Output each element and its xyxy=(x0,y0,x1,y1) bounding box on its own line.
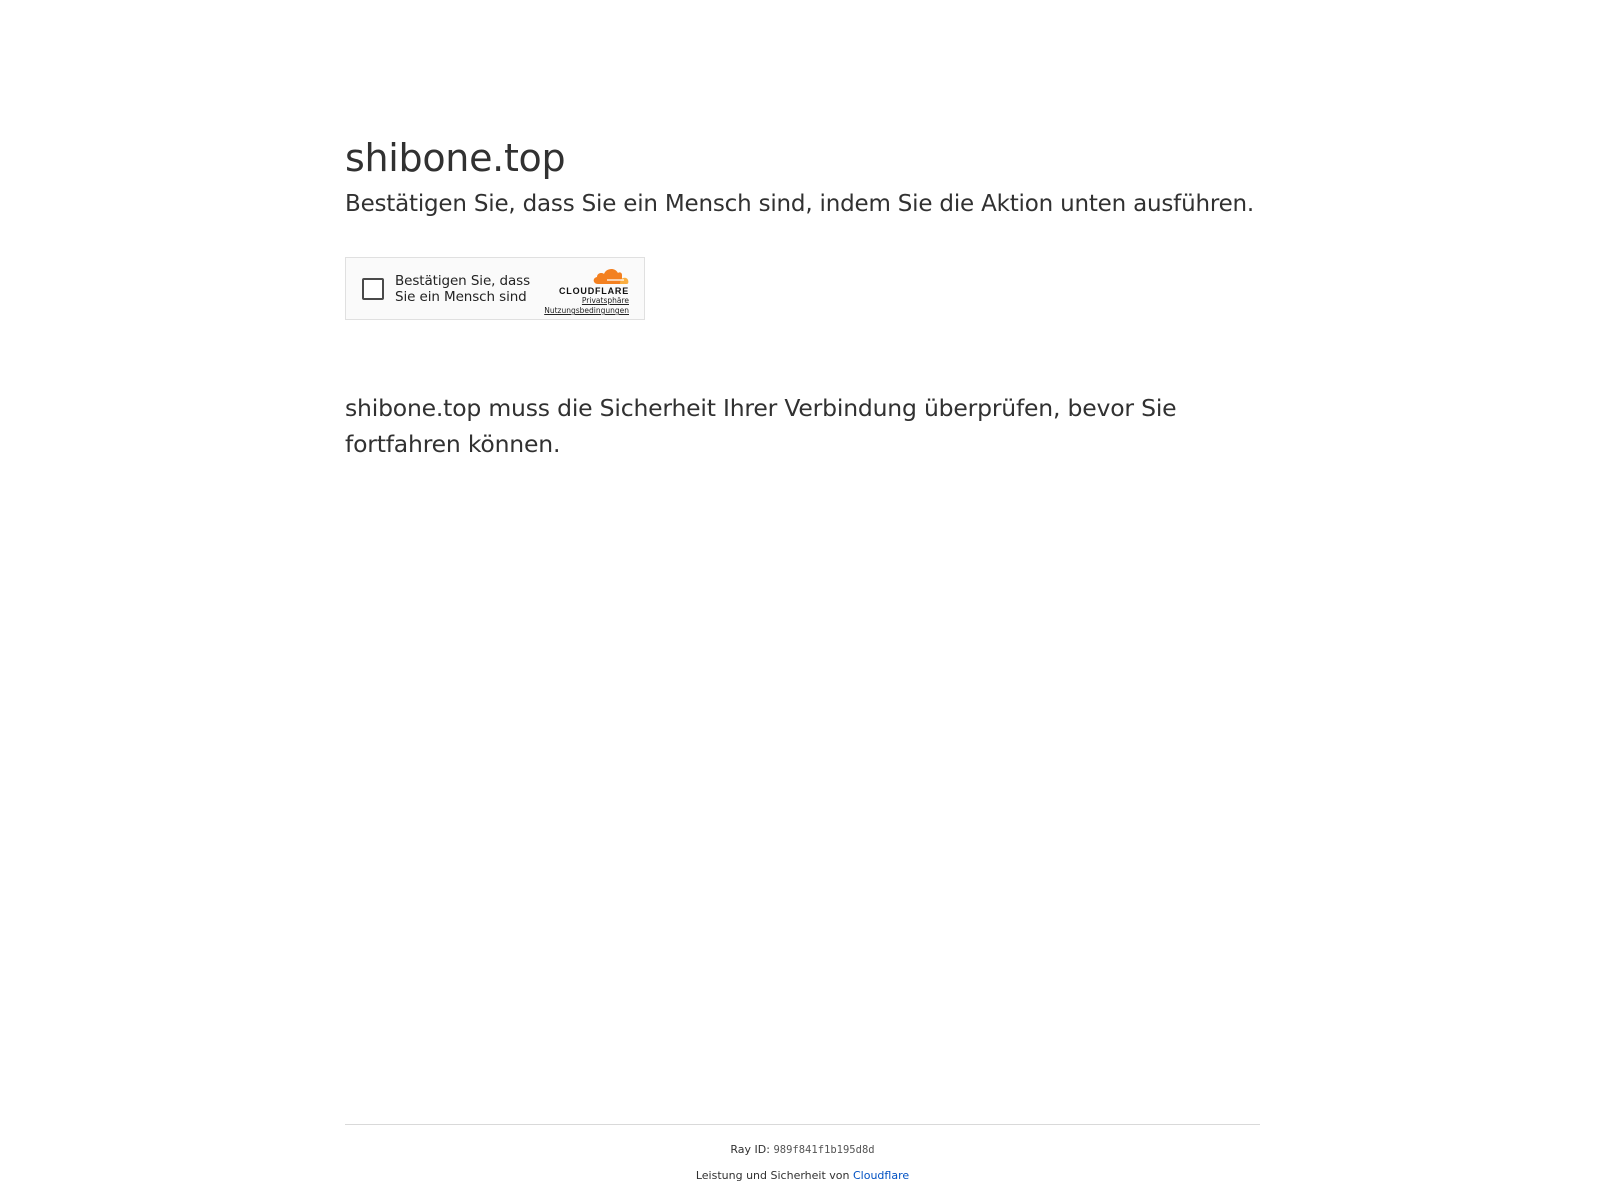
security-check-message: shibone.top muss die Sicherheit Ihrer Verbindung überprüfen, bevor Sie fortfahren können. xyxy=(345,394,1177,458)
cloudflare-cloud-icon xyxy=(591,264,629,286)
turnstile-widget xyxy=(345,257,645,320)
ray-id-line xyxy=(345,1142,1260,1158)
privacy-link[interactable]: Privatsphäre xyxy=(581,296,629,305)
page-title: shibone.top xyxy=(345,136,566,180)
terms-link[interactable]: Nutzungsbedingungen xyxy=(544,306,629,315)
cloudflare-wordmark: CLOUDFLARE xyxy=(559,286,629,296)
cloudflare-branding xyxy=(533,264,629,316)
performance-text: Leistung und Sicherheit von xyxy=(695,1169,850,1182)
main-content xyxy=(345,128,1265,458)
page-subtitle: Bestätigen Sie, dass Sie ein Mensch sind, indem Sie die Aktion unten ausführen. xyxy=(345,191,1255,217)
footer xyxy=(345,1124,1260,1184)
ray-id-label: Ray ID: xyxy=(730,1143,770,1156)
checkbox-label: Bestätigen Sie, dass Sie ein Mensch sind xyxy=(395,273,531,305)
human-verification-checkbox[interactable] xyxy=(362,278,384,300)
ray-id-value: 989f841f1b195d8d xyxy=(773,1144,875,1156)
cloudflare-footer-link[interactable]: Cloudflare xyxy=(852,1169,910,1182)
performance-line xyxy=(345,1168,1260,1184)
